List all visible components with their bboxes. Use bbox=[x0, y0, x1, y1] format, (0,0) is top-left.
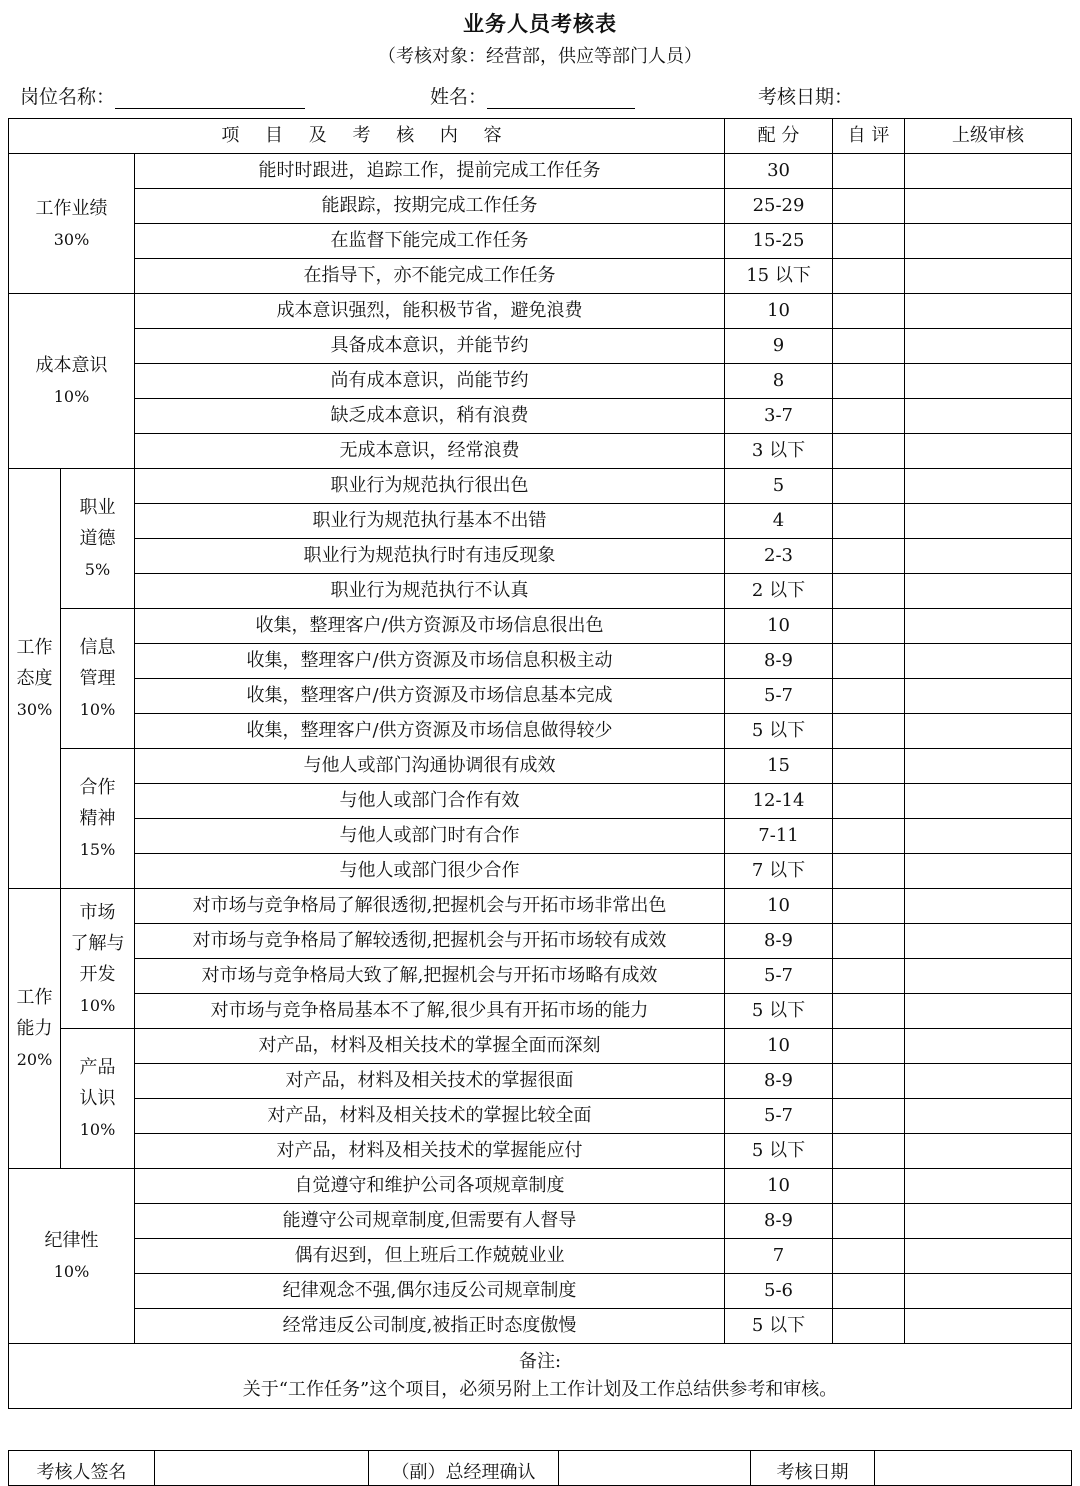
category-pct: 10% bbox=[53, 1262, 90, 1281]
header-self: 自 评 bbox=[833, 119, 905, 154]
table-row bbox=[9, 539, 1072, 574]
self-eval-cell[interactable] bbox=[833, 609, 905, 644]
self-eval-cell[interactable] bbox=[833, 1309, 905, 1344]
score-value: 2-3 bbox=[725, 539, 833, 574]
self-eval-cell[interactable] bbox=[833, 1134, 905, 1169]
remarks-cell bbox=[9, 1344, 1072, 1409]
self-eval-cell[interactable] bbox=[833, 224, 905, 259]
superior-eval-cell[interactable] bbox=[905, 574, 1072, 609]
table-row bbox=[9, 364, 1072, 399]
self-eval-cell[interactable] bbox=[833, 924, 905, 959]
self-eval-cell[interactable] bbox=[833, 434, 905, 469]
score-value: 12-14 bbox=[725, 784, 833, 819]
position-label: 岗位名称： bbox=[20, 86, 116, 108]
criterion-text: 收集，整理客户/供方资源及市场信息基本完成 bbox=[135, 679, 725, 714]
criterion-text: 缺乏成本意识，稍有浪费 bbox=[135, 399, 725, 434]
superior-eval-cell[interactable] bbox=[905, 539, 1072, 574]
score-value: 8-9 bbox=[725, 1204, 833, 1239]
criterion-text: 收集，整理客户/供方资源及市场信息做得较少 bbox=[135, 714, 725, 749]
self-eval-cell[interactable] bbox=[833, 1204, 905, 1239]
header-superior: 上级审核 bbox=[905, 119, 1072, 154]
criterion-text: 对市场与竞争格局了解较透彻,把握机会与开拓市场较有成效 bbox=[135, 924, 725, 959]
criterion-text: 对产品，材料及相关技术的掌握全面而深刻 bbox=[135, 1029, 725, 1064]
examiner-sign-label: 考核人签名 bbox=[9, 1451, 155, 1486]
criterion-text: 与他人或部门沟通协调很有成效 bbox=[135, 749, 725, 784]
self-eval-cell[interactable] bbox=[833, 469, 905, 504]
table-header-row bbox=[9, 119, 1072, 154]
criterion-text: 职业行为规范执行基本不出错 bbox=[135, 504, 725, 539]
superior-eval-cell[interactable] bbox=[905, 224, 1072, 259]
header-item: 项 目 及 考 核 内 容 bbox=[9, 119, 725, 154]
subcategory-name-line2: 道德 bbox=[79, 528, 116, 549]
subcategory-name-line1: 职业 bbox=[79, 497, 116, 518]
criterion-text: 偶有迟到，但上班后工作兢兢业业 bbox=[135, 1239, 725, 1274]
category-pct: 30% bbox=[16, 700, 53, 719]
table-row bbox=[9, 294, 1072, 329]
self-eval-cell[interactable] bbox=[833, 294, 905, 329]
self-eval-cell[interactable] bbox=[833, 329, 905, 364]
subcategory-name-line2: 了解与 bbox=[70, 932, 125, 954]
signature-row bbox=[9, 1451, 1072, 1486]
table-row bbox=[9, 1239, 1072, 1274]
subcategory-pct: 5% bbox=[84, 560, 111, 579]
table-row bbox=[9, 889, 1072, 924]
self-eval-cell[interactable] bbox=[833, 1064, 905, 1099]
category-attitude bbox=[9, 469, 61, 889]
score-value: 3-7 bbox=[725, 399, 833, 434]
superior-eval-cell[interactable] bbox=[905, 189, 1072, 224]
table-row bbox=[9, 1169, 1072, 1204]
self-eval-cell[interactable] bbox=[833, 189, 905, 224]
table-row bbox=[9, 854, 1072, 889]
score-value: 5 bbox=[725, 469, 833, 504]
superior-eval-cell[interactable] bbox=[905, 294, 1072, 329]
score-value: 25-29 bbox=[725, 189, 833, 224]
sign-date-label: 考核日期 bbox=[751, 1451, 875, 1486]
criterion-text: 与他人或部门时有合作 bbox=[135, 819, 725, 854]
name-field bbox=[430, 82, 635, 109]
self-eval-cell[interactable] bbox=[833, 1274, 905, 1309]
superior-eval-cell[interactable] bbox=[905, 1309, 1072, 1344]
score-value: 3 以下 bbox=[725, 434, 833, 469]
criterion-text: 职业行为规范执行时有违反现象 bbox=[135, 539, 725, 574]
self-eval-cell[interactable] bbox=[833, 399, 905, 434]
subcategory-market bbox=[61, 889, 135, 1029]
self-eval-cell[interactable] bbox=[833, 784, 905, 819]
superior-eval-cell[interactable] bbox=[905, 1169, 1072, 1204]
score-value: 8 bbox=[725, 364, 833, 399]
superior-eval-cell[interactable] bbox=[905, 469, 1072, 504]
criterion-text: 成本意识强烈，能积极节省，避免浪费 bbox=[135, 294, 725, 329]
remarks-label: 备注: bbox=[518, 1351, 562, 1372]
category-name-line1: 工作 bbox=[16, 987, 53, 1008]
score-value: 15 以下 bbox=[725, 259, 833, 294]
score-value: 4 bbox=[725, 504, 833, 539]
criterion-text: 具备成本意识，并能节约 bbox=[135, 329, 725, 364]
criterion-text: 尚有成本意识，尚能节约 bbox=[135, 364, 725, 399]
category-name-line2: 能力 bbox=[16, 1018, 53, 1039]
subcategory-name-line1: 合作 bbox=[79, 777, 116, 798]
superior-eval-cell[interactable] bbox=[905, 399, 1072, 434]
score-value: 30 bbox=[725, 154, 833, 189]
self-eval-cell[interactable] bbox=[833, 749, 905, 784]
criterion-text: 职业行为规范执行很出色 bbox=[135, 469, 725, 504]
score-value: 10 bbox=[725, 1169, 833, 1204]
self-eval-cell[interactable] bbox=[833, 154, 905, 189]
position-blank[interactable] bbox=[115, 88, 305, 109]
name-label: 姓名： bbox=[430, 86, 488, 108]
superior-eval-cell[interactable] bbox=[905, 679, 1072, 714]
table-row bbox=[9, 329, 1072, 364]
criterion-text: 自觉遵守和维护公司各项规章制度 bbox=[135, 1169, 725, 1204]
examiner-sign-field[interactable] bbox=[155, 1451, 369, 1486]
criterion-text: 能时时跟进，追踪工作，提前完成工作任务 bbox=[135, 154, 725, 189]
superior-eval-cell[interactable] bbox=[905, 959, 1072, 994]
criterion-text: 与他人或部门合作有效 bbox=[135, 784, 725, 819]
subcategory-name-line1: 产品 bbox=[79, 1057, 116, 1078]
score-value: 2 以下 bbox=[725, 574, 833, 609]
criterion-text: 能跟踪，按期完成工作任务 bbox=[135, 189, 725, 224]
score-value: 5-7 bbox=[725, 679, 833, 714]
superior-eval-cell[interactable] bbox=[905, 434, 1072, 469]
table-row bbox=[9, 574, 1072, 609]
self-eval-cell[interactable] bbox=[833, 539, 905, 574]
criterion-text: 无成本意识，经常浪费 bbox=[135, 434, 725, 469]
superior-eval-cell[interactable] bbox=[905, 644, 1072, 679]
table-row bbox=[9, 504, 1072, 539]
superior-eval-cell[interactable] bbox=[905, 1064, 1072, 1099]
table-row bbox=[9, 644, 1072, 679]
criterion-text: 对市场与竞争格局大致了解,把握机会与开拓市场略有成效 bbox=[135, 959, 725, 994]
criterion-text: 能遵守公司规章制度,但需要有人督导 bbox=[135, 1204, 725, 1239]
superior-eval-cell[interactable] bbox=[905, 1099, 1072, 1134]
criterion-text: 收集，整理客户/供方资源及市场信息很出色 bbox=[135, 609, 725, 644]
superior-eval-cell[interactable] bbox=[905, 154, 1072, 189]
score-value: 7-11 bbox=[725, 819, 833, 854]
score-value: 10 bbox=[725, 889, 833, 924]
score-value: 8-9 bbox=[725, 644, 833, 679]
score-value: 5 以下 bbox=[725, 994, 833, 1029]
superior-eval-cell[interactable] bbox=[905, 714, 1072, 749]
superior-eval-cell[interactable] bbox=[905, 889, 1072, 924]
table-row bbox=[9, 154, 1072, 189]
criterion-text: 对产品，材料及相关技术的掌握能应付 bbox=[135, 1134, 725, 1169]
category-pct: 30% bbox=[53, 229, 90, 249]
superior-eval-cell[interactable] bbox=[905, 1239, 1072, 1274]
score-value: 5-6 bbox=[725, 1274, 833, 1309]
table-row bbox=[9, 609, 1072, 644]
subcategory-pct: 10% bbox=[79, 700, 116, 719]
superior-eval-cell[interactable] bbox=[905, 1134, 1072, 1169]
criterion-text: 对市场与竞争格局了解很透彻,把握机会与开拓市场非常出色 bbox=[135, 889, 725, 924]
self-eval-cell[interactable] bbox=[833, 1169, 905, 1204]
self-eval-cell[interactable] bbox=[833, 504, 905, 539]
subcategory-info-management bbox=[61, 609, 135, 749]
table-row bbox=[9, 679, 1072, 714]
self-eval-cell[interactable] bbox=[833, 1099, 905, 1134]
category-name: 成本意识 bbox=[35, 355, 108, 376]
manager-confirm-label: （副）总经理确认 bbox=[369, 1451, 559, 1486]
criterion-text: 职业行为规范执行不认真 bbox=[135, 574, 725, 609]
category-performance bbox=[9, 154, 135, 294]
table-row bbox=[9, 1064, 1072, 1099]
category-ability bbox=[9, 889, 61, 1169]
self-eval-cell[interactable] bbox=[833, 994, 905, 1029]
criterion-text: 经常违反公司制度,被指正时态度傲慢 bbox=[135, 1309, 725, 1344]
position-field bbox=[20, 82, 305, 109]
self-eval-cell[interactable] bbox=[833, 1029, 905, 1064]
score-value: 8-9 bbox=[725, 924, 833, 959]
date-label: 考核日期： bbox=[758, 86, 854, 108]
header-score: 配 分 bbox=[725, 119, 833, 154]
subcategory-name-line1: 信息 bbox=[79, 637, 116, 658]
superior-eval-cell[interactable] bbox=[905, 259, 1072, 294]
table-row bbox=[9, 819, 1072, 854]
self-eval-cell[interactable] bbox=[833, 259, 905, 294]
table-row bbox=[9, 1309, 1072, 1344]
superior-eval-cell[interactable] bbox=[905, 819, 1072, 854]
table-row bbox=[9, 784, 1072, 819]
category-name: 纪律性 bbox=[44, 1230, 99, 1251]
subcategory-teamwork bbox=[61, 749, 135, 889]
table-row bbox=[9, 1274, 1072, 1309]
manager-confirm-field[interactable] bbox=[559, 1451, 751, 1486]
score-value: 5 以下 bbox=[725, 1309, 833, 1344]
superior-eval-cell[interactable] bbox=[905, 609, 1072, 644]
self-eval-cell[interactable] bbox=[833, 959, 905, 994]
superior-eval-cell[interactable] bbox=[905, 854, 1072, 889]
table-row bbox=[9, 924, 1072, 959]
superior-eval-cell[interactable] bbox=[905, 1274, 1072, 1309]
self-eval-cell[interactable] bbox=[833, 574, 905, 609]
score-value: 7 bbox=[725, 1239, 833, 1274]
self-eval-cell[interactable] bbox=[833, 889, 905, 924]
superior-eval-cell[interactable] bbox=[905, 749, 1072, 784]
self-eval-cell[interactable] bbox=[833, 644, 905, 679]
subcategory-ethics bbox=[61, 469, 135, 609]
superior-eval-cell[interactable] bbox=[905, 504, 1072, 539]
score-value: 5 以下 bbox=[725, 1134, 833, 1169]
name-blank[interactable] bbox=[487, 88, 635, 109]
form-title: 业务人员考核表 bbox=[463, 11, 617, 36]
criterion-text: 在指导下，亦不能完成工作任务 bbox=[135, 259, 725, 294]
subcategory-product bbox=[61, 1029, 135, 1169]
score-value: 10 bbox=[725, 1029, 833, 1064]
subcategory-pct: 10% bbox=[79, 995, 116, 1015]
remarks-row bbox=[9, 1344, 1072, 1409]
table-row bbox=[9, 399, 1072, 434]
score-value: 15 bbox=[725, 749, 833, 784]
table-row bbox=[9, 469, 1072, 504]
self-eval-cell[interactable] bbox=[833, 364, 905, 399]
self-eval-cell[interactable] bbox=[833, 819, 905, 854]
criterion-text: 对产品，材料及相关技术的掌握很面 bbox=[135, 1064, 725, 1099]
self-eval-cell[interactable] bbox=[833, 714, 905, 749]
subcategory-name-line1: 市场 bbox=[79, 901, 116, 923]
assessment-table bbox=[8, 118, 1072, 1409]
category-name-line1: 工作 bbox=[16, 637, 53, 658]
subcategory-name-line2: 精神 bbox=[79, 808, 116, 829]
sign-date-field[interactable] bbox=[875, 1451, 1072, 1486]
table-row bbox=[9, 714, 1072, 749]
subcategory-pct: 10% bbox=[79, 1120, 116, 1139]
table-row bbox=[9, 259, 1072, 294]
category-pct: 20% bbox=[16, 1050, 53, 1069]
table-row bbox=[9, 959, 1072, 994]
date-field bbox=[758, 82, 853, 109]
table-row bbox=[9, 1029, 1072, 1064]
score-value: 9 bbox=[725, 329, 833, 364]
superior-eval-cell[interactable] bbox=[905, 994, 1072, 1029]
subcategory-pct: 15% bbox=[79, 840, 116, 859]
self-eval-cell[interactable] bbox=[833, 679, 905, 714]
category-pct: 10% bbox=[53, 387, 90, 406]
subcategory-name-line3: 开发 bbox=[79, 963, 116, 985]
category-name-line2: 态度 bbox=[16, 668, 53, 689]
score-value: 10 bbox=[725, 609, 833, 644]
form-subtitle: （考核对象：经营部，供应等部门人员） bbox=[378, 46, 702, 67]
score-value: 10 bbox=[725, 294, 833, 329]
superior-eval-cell[interactable] bbox=[905, 924, 1072, 959]
category-discipline bbox=[9, 1169, 135, 1344]
self-eval-cell[interactable] bbox=[833, 1239, 905, 1274]
table-row bbox=[9, 189, 1072, 224]
criterion-text: 对产品，材料及相关技术的掌握比较全面 bbox=[135, 1099, 725, 1134]
criterion-text: 在监督下能完成工作任务 bbox=[135, 224, 725, 259]
criterion-text: 与他人或部门很少合作 bbox=[135, 854, 725, 889]
subcategory-name-line2: 管理 bbox=[79, 668, 116, 689]
score-value: 5-7 bbox=[725, 1099, 833, 1134]
score-value: 7 以下 bbox=[725, 854, 833, 889]
score-value: 5-7 bbox=[725, 959, 833, 994]
table-row bbox=[9, 1134, 1072, 1169]
criterion-text: 收集，整理客户/供方资源及市场信息积极主动 bbox=[135, 644, 725, 679]
superior-eval-cell[interactable] bbox=[905, 364, 1072, 399]
table-row bbox=[9, 224, 1072, 259]
table-row bbox=[9, 434, 1072, 469]
superior-eval-cell[interactable] bbox=[905, 784, 1072, 819]
self-eval-cell[interactable] bbox=[833, 854, 905, 889]
table-row bbox=[9, 1099, 1072, 1134]
table-row bbox=[9, 994, 1072, 1029]
table-row bbox=[9, 749, 1072, 784]
score-value: 8-9 bbox=[725, 1064, 833, 1099]
subcategory-name-line2: 认识 bbox=[79, 1088, 116, 1109]
remarks-text: 关于“工作任务”这个项目，必须另附上工作计划及工作总结供参考和审核。 bbox=[242, 1379, 838, 1400]
table-row bbox=[9, 1204, 1072, 1239]
signature-table bbox=[8, 1450, 1072, 1486]
superior-eval-cell[interactable] bbox=[905, 1204, 1072, 1239]
criterion-text: 纪律观念不强,偶尔违反公司规章制度 bbox=[135, 1274, 725, 1309]
score-value: 5 以下 bbox=[725, 714, 833, 749]
superior-eval-cell[interactable] bbox=[905, 1029, 1072, 1064]
score-value: 15-25 bbox=[725, 224, 833, 259]
criterion-text: 对市场与竞争格局基本不了解,很少具有开拓市场的能力 bbox=[135, 994, 725, 1029]
superior-eval-cell[interactable] bbox=[905, 329, 1072, 364]
category-cost bbox=[9, 294, 135, 469]
category-name: 工作业绩 bbox=[35, 197, 108, 219]
